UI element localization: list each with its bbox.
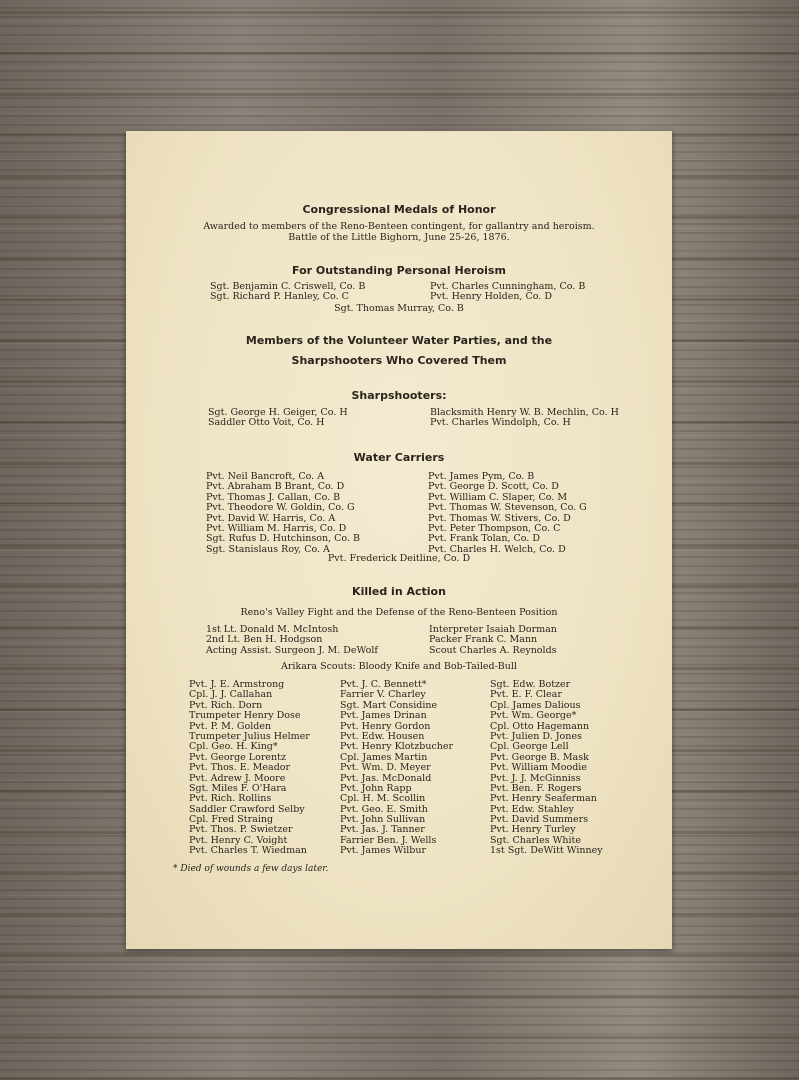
list-item: Pvt. Thomas J. Callan, Co. B xyxy=(206,491,341,503)
list-item: Pvt. George D. Scott, Co. D xyxy=(428,481,559,493)
list-item: Cpl. H. M. Scollin xyxy=(340,793,426,805)
list-item: Saddler Otto Voit, Co. H xyxy=(208,417,325,429)
killed-officers-right-list xyxy=(429,625,557,656)
list-item: Pvt. Henry Gordon xyxy=(340,720,431,732)
killed-officers-left-list xyxy=(206,625,378,656)
list-item: Farrier V. Charley xyxy=(340,689,426,701)
list-item: Packer Frank C. Mann xyxy=(429,634,538,646)
medals-subtitle-2: Battle of the Little Bighorn, June 25-26, 1876. xyxy=(288,232,510,243)
list-item: 1st Lt. Donald M. McIntosh xyxy=(206,624,339,635)
list-item: Pvt. Edw. Housen xyxy=(340,730,425,742)
water-carriers-center-item: Pvt. Frederick Deitline, Co. D xyxy=(327,553,471,564)
water-parties-title-2: Sharpshooters Who Covered Them xyxy=(291,354,507,367)
heroism-left-list xyxy=(210,282,365,303)
killed-column-1 xyxy=(189,680,310,857)
document-card xyxy=(126,131,672,949)
list-item: Pvt. John Sullivan xyxy=(340,814,426,826)
list-item: 1st Sgt. DeWitt Winney xyxy=(490,845,603,857)
list-item: Pvt. George B. Mask xyxy=(490,751,589,763)
list-item: Pvt. Henry Turley xyxy=(490,824,576,836)
list-item: Pvt. John Rapp xyxy=(340,782,412,794)
list-item: Sgt. Miles F. O'Hara xyxy=(189,782,287,794)
list-item: Pvt. William C. Slaper, Co. M xyxy=(428,491,568,503)
list-item: Pvt. Henry Klotzbucher xyxy=(340,741,454,753)
list-item: Pvt. Ben. F. Rogers xyxy=(490,782,582,794)
list-item: Pvt. James Wilbur xyxy=(340,845,427,857)
list-item: Pvt. Wm. D. Meyer xyxy=(340,762,431,774)
heroism-center-item: Sgt. Thomas Murray, Co. B xyxy=(334,303,464,314)
list-item: Pvt. J. E. Armstrong xyxy=(189,679,285,690)
list-item: 2nd Lt. Ben H. Hodgson xyxy=(206,634,323,646)
list-item: Cpl. George Lell xyxy=(490,741,569,753)
list-item: Pvt. Frank Tolan, Co. D xyxy=(428,533,540,545)
sharpshooters-left-list xyxy=(208,408,348,429)
list-item: Pvt. Rich. Rollins xyxy=(189,793,272,805)
list-item: Trumpeter Henry Dose xyxy=(189,710,301,722)
killed-column-2 xyxy=(340,680,453,857)
list-item: Pvt. Edw. Stahley xyxy=(490,803,574,815)
list-item: Cpl. James Dalious xyxy=(490,699,581,711)
list-item: Pvt. George Lorentz xyxy=(189,751,286,763)
list-item: Pvt. P. M. Golden xyxy=(189,720,272,732)
list-item: Pvt. Theodore W. Goldin, Co. G xyxy=(206,502,355,514)
list-item: Pvt. J. J. McGinniss xyxy=(490,772,581,784)
list-item: Pvt. E. F. Clear xyxy=(490,689,562,701)
list-item: Blacksmith Henry W. B. Mechlin, Co. H xyxy=(430,407,619,418)
list-item: Pvt. Julien D. Jones xyxy=(490,730,582,742)
list-item: Sgt. Richard P. Hanley, Co. C xyxy=(210,291,349,303)
sharpshooters-right-list xyxy=(430,408,619,429)
list-item: Pvt. Wm. George* xyxy=(490,710,577,722)
heroism-title: For Outstanding Personal Heroism xyxy=(292,264,506,277)
list-item: Pvt. Charles H. Welch, Co. D xyxy=(428,543,566,555)
list-item: Pvt. Abraham B Brant, Co. D xyxy=(206,481,345,493)
list-item: Pvt. Thos. P. Swietzer xyxy=(189,824,293,836)
list-item: Pvt. Thomas W. Stivers, Co. D xyxy=(428,512,571,524)
list-item: Sgt. Mart Considine xyxy=(340,699,438,711)
list-item: Pvt. J. C. Bennett* xyxy=(340,679,427,690)
list-item: Pvt. James Drinan xyxy=(340,710,427,722)
list-item: Saddler Crawford Selby xyxy=(189,803,305,815)
list-item: Sgt. Benjamin C. Criswell, Co. B xyxy=(210,281,366,292)
list-item: Pvt. Thomas W. Stevenson, Co. G xyxy=(428,502,587,514)
list-item: Pvt. Henry Holden, Co. D xyxy=(430,291,552,303)
list-item: Pvt. Henry Seaferman xyxy=(490,793,597,805)
list-item: Farrier Ben. J. Wells xyxy=(340,834,437,846)
list-item: Scout Charles A. Reynolds xyxy=(429,644,557,656)
list-item: Sgt. Rufus D. Hutchinson, Co. B xyxy=(206,533,360,545)
killed-title: Killed in Action xyxy=(352,585,446,598)
list-item: Pvt. Adrew J. Moore xyxy=(189,772,286,784)
list-item: Pvt. Peter Thompson, Co. C xyxy=(428,522,561,534)
list-item: Sgt. George H. Geiger, Co. H xyxy=(208,407,348,418)
list-item: Cpl. J. J. Callahan xyxy=(189,689,273,701)
list-item: Pvt. Henry C. Voight xyxy=(189,834,288,846)
water-carriers-right-list xyxy=(428,472,587,555)
list-item: Pvt. Charles Windolph, Co. H xyxy=(430,417,571,429)
list-item: Cpl. Geo. H. King* xyxy=(189,741,278,753)
sharpshooters-title: Sharpshooters: xyxy=(351,389,447,402)
list-item: Pvt. Charles T. Wiedman xyxy=(189,845,307,857)
heroism-right-list xyxy=(430,282,585,303)
list-item: Pvt. Jas. J. Tanner xyxy=(340,824,425,836)
list-item: Pvt. Jas. McDonald xyxy=(340,772,432,784)
list-item: Interpreter Isaiah Dorman xyxy=(429,624,557,635)
list-item: Acting Assist. Surgeon J. M. DeWolf xyxy=(206,644,378,656)
list-item: Cpl. Otto Hagemann xyxy=(490,720,590,732)
list-item: Pvt. Neil Bancroft, Co. A xyxy=(206,471,325,482)
water-parties-title-1: Members of the Volunteer Water Parties, and the xyxy=(245,334,553,347)
list-item: Pvt. William Moodie xyxy=(490,762,587,774)
list-item: Cpl. James Martin xyxy=(340,751,428,763)
water-carriers-left-list xyxy=(206,472,360,555)
list-item: Sgt. Stanislaus Roy, Co. A xyxy=(206,543,330,555)
arikara-scouts: Arikara Scouts: Bloody Knife and Bob-Tailed-Bull xyxy=(281,661,517,672)
list-item: Pvt. David Summers xyxy=(490,814,589,826)
killed-subtitle: Reno's Valley Fight and the Defense of the Reno-Benteen Position xyxy=(240,607,558,618)
list-item: Cpl. Fred Straing xyxy=(189,814,274,826)
list-item: Pvt. Rich. Dorn xyxy=(189,699,263,711)
footnote: * Died of wounds a few days later. xyxy=(173,864,329,874)
list-item: Pvt. Geo. E. Smith xyxy=(340,803,428,815)
list-item: Pvt. Charles Cunningham, Co. B xyxy=(430,281,586,292)
water-carriers-title: Water Carriers xyxy=(353,451,445,464)
list-item: Sgt. Edw. Botzer xyxy=(490,679,571,690)
list-item: Pvt. James Pym, Co. B xyxy=(428,471,535,482)
medals-title: Congressional Medals of Honor xyxy=(302,203,496,216)
medals-subtitle-1: Awarded to members of the Reno-Benteen contingent, for gallantry and heroism. xyxy=(203,221,595,232)
list-item: Pvt. David W. Harris, Co. A xyxy=(206,512,336,524)
killed-column-3 xyxy=(490,680,603,857)
list-item: Pvt. William M. Harris, Co. D xyxy=(206,522,347,534)
list-item: Trumpeter Julius Helmer xyxy=(189,730,310,742)
list-item: Pvt. Thos. E. Meador xyxy=(189,762,291,774)
list-item: Sgt. Charles White xyxy=(490,834,581,846)
